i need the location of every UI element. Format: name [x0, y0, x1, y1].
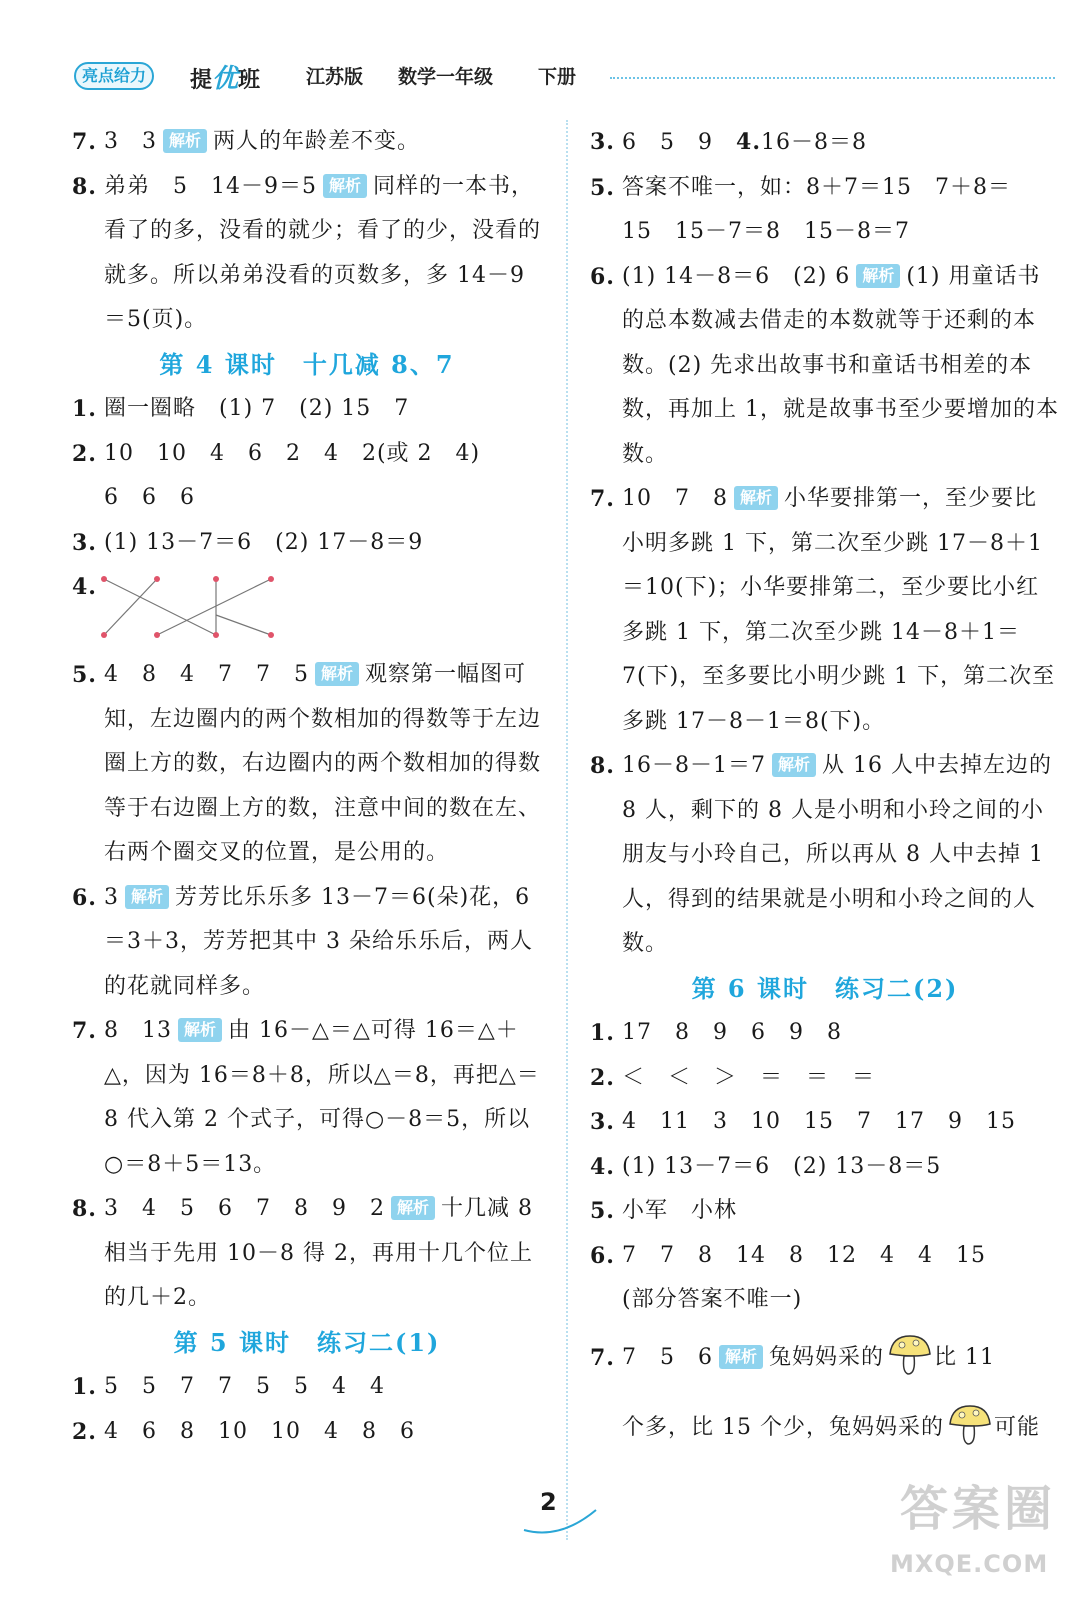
analysis-badge: 解析 — [856, 264, 900, 288]
answer-item: 4. (1) 13－7＝6 (2) 13－8＝5 — [590, 1153, 942, 1180]
answer-item: 1. 5 5 7 7 5 5 4 4 — [72, 1374, 385, 1400]
answer-item: 7. 8 13 解析 由 16－△＝△可得 16＝△＋△，因为 16＝8＋8，所以△＝8，再把△＝8 代入第 2 个式子，可得○－8＝5，所以○＝8＋5＝13。 — [72, 1018, 540, 1177]
answer-item: 8. 弟弟 5 14－9＝5 解析 同样的一本书，看了的多，没看的就少；看了的少，没看的就多。所以弟弟没看的页数多，多 14－9＝5(页)。 — [72, 173, 542, 332]
answer-item: 6. 3 解析 芳芳比乐乐多 13－7＝6(朵)花，6＝3＋3，芳芳把其中 3 朵给乐乐后，两人的花就同样多。 — [72, 884, 533, 999]
match-dot — [154, 576, 160, 582]
page-number-swoosh — [520, 1500, 600, 1540]
subject-label: 数学一年级 — [398, 66, 494, 88]
mushroom-icon — [946, 1402, 992, 1448]
right-column — [590, 120, 1060, 1463]
answer-item: 5. 答案不唯一，如：8＋7＝15 7＋8＝ 15 15－7＝8 15－8＝7 — [590, 174, 1011, 244]
answer-item: 3. (1) 13－7＝6 (2) 17－8＝9 — [72, 529, 424, 556]
match-line — [216, 615, 271, 635]
match-dot — [268, 632, 274, 638]
match-dot — [268, 576, 274, 582]
answer-item: 7. 10 7 8 解析 小华要排第一，至少要比小明多跳 1 下，第二次至少跳 17－8＋1＝10(下)；小华要排第二，至少要比小红多跳 1 下，第二次至少跳 14－8＋1＝7(下)，至多要比小明少跳 1 下，第二次至多跳 17－8－1＝8(下)。 — [590, 486, 1056, 734]
answer-item: 5. 小军 小林 — [590, 1198, 738, 1224]
analysis-badge: 解析 — [719, 1345, 763, 1369]
analysis-badge: 解析 — [772, 753, 816, 777]
answer-item: 7. 3 3 解析 两人的年龄差不变。 — [72, 129, 421, 155]
analysis-badge: 解析 — [323, 174, 367, 198]
answer-item: 2. ＜ ＜ ＞ ＝ ＝ ＝ — [590, 1064, 876, 1091]
brand-logo: 亮点给力 — [74, 62, 154, 90]
match-line — [104, 579, 157, 635]
answer-item: 8. 3 4 5 6 7 8 9 2 解析 十几减 8 相当于先用 10－8 得 2，再用十几个位上的几＋2。 — [72, 1196, 533, 1310]
answer-item: 1. 17 8 9 6 9 8 — [590, 1020, 842, 1046]
answer-item: 6. 7 7 8 14 8 12 4 4 15 (部分答案不唯一) — [590, 1242, 986, 1312]
answer-item: 6. (1) 14－8＝6 (2) 6 解析 (1) 用童话书的总本数减去借走的本数就等于还剩的本数。(2) 先求出故事书和童话书相差的本数，再加上 1，就是故事书至少要增加的本数。 — [590, 263, 1059, 467]
analysis-badge: 解析 — [125, 885, 169, 909]
match-dot — [213, 632, 219, 638]
answer-item: 5. 4 8 4 7 7 5 解析 观察第一幅图可知，左边圈内的两个数相加的得数等于左边圈上方的数，右边圈内的两个数相加的得数等于右边圈上方的数，注意中间的数在左、右两个圈交叉的位置，是公用的。 — [72, 662, 542, 865]
watermark: 答案圈 MXQE.COM — [890, 1481, 1057, 1578]
analysis-badge: 解析 — [163, 129, 207, 153]
section-heading: 第 6 课时 练习二(2) — [691, 973, 959, 1003]
answer-item: 3. 6 5 9 4.16－8＝8 — [590, 129, 867, 155]
match-dot — [154, 632, 160, 638]
analysis-badge: 解析 — [734, 486, 778, 510]
answer-item: 7. 7 5 6 解析 兔妈妈采的 比 11 个多，比 15 个少，兔妈妈采的 可能 — [590, 1323, 1060, 1463]
match-line — [104, 579, 216, 635]
section-heading: 第 5 课时 练习二(1) — [173, 1327, 441, 1357]
page-header — [0, 52, 1092, 100]
page-number: 2 — [540, 1488, 557, 1516]
analysis-badge: 解析 — [391, 1196, 435, 1220]
mushroom-icon — [886, 1332, 932, 1378]
analysis-badge: 解析 — [178, 1018, 222, 1042]
matching-answer: 4. — [72, 565, 542, 653]
edition-label: 江苏版 — [306, 66, 364, 88]
column-divider — [566, 120, 568, 1540]
answer-item: 2. 4 6 8 10 10 4 8 6 — [72, 1418, 415, 1445]
volume-label: 下册 — [538, 66, 577, 88]
matching-diagram — [100, 569, 290, 649]
match-dot — [101, 632, 107, 638]
match-line — [157, 579, 271, 635]
header-divider — [610, 77, 1055, 79]
match-dot — [101, 576, 107, 582]
answer-item: 1. 圈一圈略 (1) 7 (2) 15 7 — [72, 396, 410, 422]
analysis-badge: 解析 — [315, 662, 359, 686]
match-dot — [213, 576, 219, 582]
series-title: 提优班 — [190, 64, 261, 94]
left-column — [72, 120, 542, 1454]
answer-item: 8. 16－8－1＝7 解析 从 16 人中去掉左边的 8 人，剩下的 8 人是小明和小玲之间的小朋友与小玲自己，所以再从 8 人中去掉 1 人，得到的结果就是小明和小玲之间的人数。 — [590, 753, 1052, 956]
section-heading: 第 4 课时 十几减 8、7 — [159, 349, 455, 379]
answer-item: 3. 4 11 3 10 15 7 17 9 15 — [590, 1109, 1016, 1135]
answer-item: 2. 10 10 4 6 2 4 2(或 2 4) 6 6 6 — [72, 440, 481, 510]
